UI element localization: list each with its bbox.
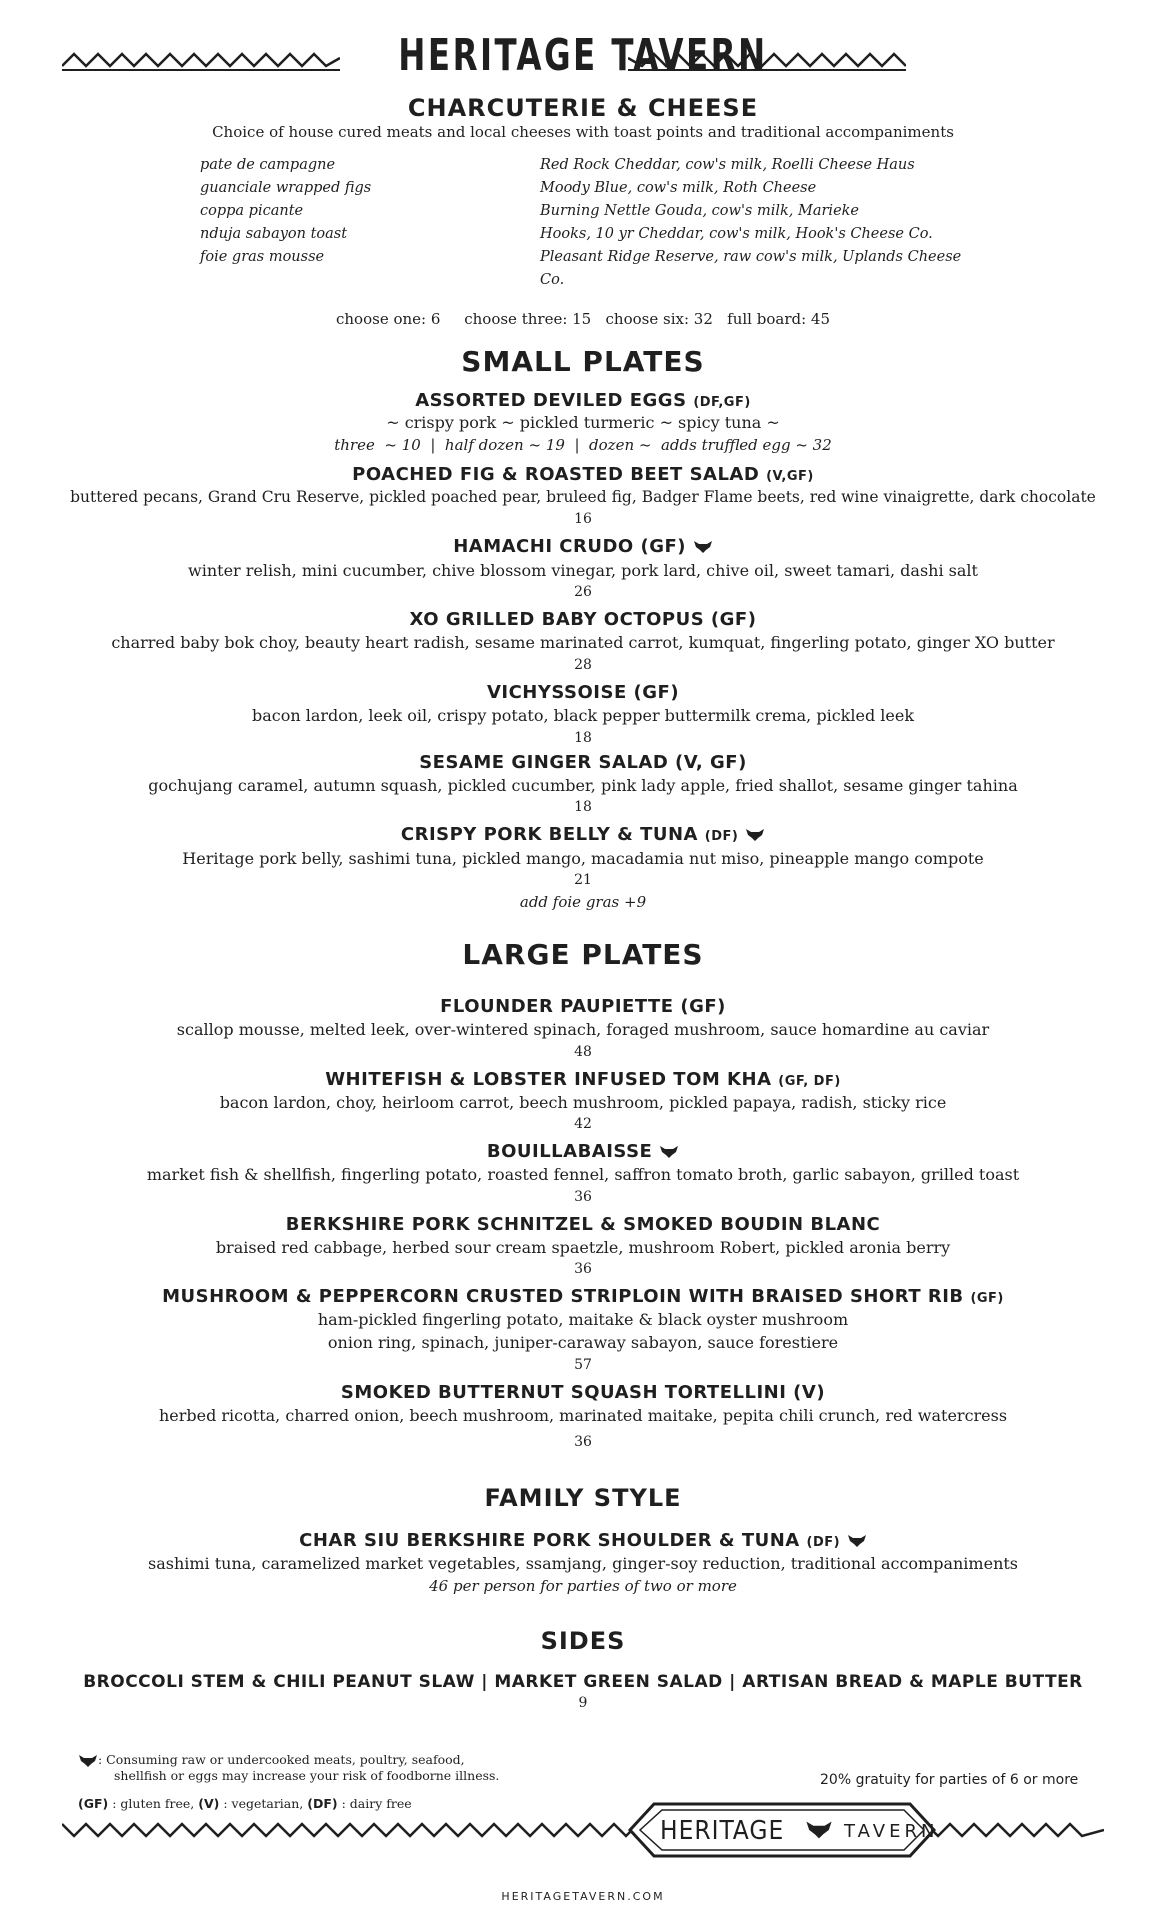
cheese-list (540, 154, 980, 292)
dish-description: charred baby bok choy, beauty heart radish, sesame marinated carrot, kumquat, fingerling potato, ginger XO butter (111, 633, 1055, 652)
list-item: foie gras mousse (200, 249, 325, 265)
dish-description: bacon lardon, choy, heirloom carrot, beech mushroom, pickled papaya, radish, sticky rice (219, 1093, 947, 1112)
fox-head-icon (847, 1534, 867, 1548)
list-item: nduja sabayon toast (200, 226, 348, 242)
footer-logo-frame (62, 1800, 1104, 1860)
dish-pricing-note: 46 per person for parties of two or more (429, 1577, 737, 1595)
fox-head-icon (78, 1754, 98, 1768)
dish-description: braised red cabbage, herbed sour cream spaetzle, mushroom Robert, pickled aronia berry (215, 1238, 951, 1257)
dish-description: ham-pickled fingerling potato, maitake & black oyster mushroom (317, 1310, 849, 1329)
dish-price: 36 (574, 1434, 592, 1450)
fox-head-icon (805, 1820, 833, 1840)
dish-title: MUSHROOM & PEPPERCORN CRUSTED STRIPLOIN WITH BRAISED SHORT RIB (GF) (162, 1286, 1004, 1307)
dish-addon-note: add foie gras +9 (519, 893, 647, 911)
fox-head-icon (745, 828, 765, 842)
dish-price: 21 (574, 872, 592, 888)
footer-logo-tavern: TAVERN (844, 1821, 939, 1842)
small-plates-heading: SMALL PLATES (461, 345, 705, 378)
list-item: Burning Nettle Gouda, cow's milk, Marieke (540, 203, 860, 219)
dish-title: HAMACHI CRUDO (GF) (0, 536, 1166, 557)
large-plates-heading: LARGE PLATES (462, 938, 704, 971)
dish-description: buttered pecans, Grand Cru Reserve, pickled poached pear, bruleed fig, Badger Flame beets, red wine vinaigrette, dark chocolate (70, 488, 1096, 506)
dish-title: SMOKED BUTTERNUT SQUASH TORTELLINI (V) (340, 1382, 826, 1403)
dish-pricing-note: three ~ 10 | half dozen ~ 19 | dozen ~ adds truffled egg ~ 32 (334, 436, 832, 454)
gratuity-note: 20% gratuity for parties of 6 or more (820, 1772, 1079, 1788)
dish-title: ASSORTED DEVILED EGGS (DF,GF) (415, 390, 751, 411)
website-link[interactable]: HERITAGETAVERN.COM (501, 1890, 665, 1903)
dish-price: 18 (574, 730, 592, 746)
list-item: coppa picante (200, 203, 304, 219)
fox-head-icon (693, 540, 713, 554)
footer-logo-heritage: HERITAGE (660, 1816, 785, 1846)
list-item: guanciale wrapped figs (200, 180, 372, 196)
dish-description: herbed ricotta, charred onion, beech mushroom, marinated maitake, pepita chili crunch, red watercress (158, 1406, 1008, 1425)
dish-description: bacon lardon, leek oil, crispy potato, black pepper buttermilk crema, pickled leek (251, 706, 915, 725)
fox-head-icon (659, 1145, 679, 1159)
dish-description: gochujang caramel, autumn squash, pickled cucumber, pink lady apple, fried shallot, sesame ginger tahina (148, 776, 1018, 795)
dish-title: WHITEFISH & LOBSTER INFUSED TOM KHA (GF, DF) (325, 1069, 841, 1090)
dish-title: XO GRILLED BABY OCTOPUS (GF) (409, 609, 757, 630)
dish-title: BOUILLABAISSE (0, 1141, 1166, 1162)
meats-list (200, 154, 460, 269)
dish-price: 57 (574, 1357, 592, 1373)
dish-description: Heritage pork belly, sashimi tuna, pickled mango, macadamia nut miso, pineapple mango compote (182, 849, 984, 868)
page-title: HERITAGE TAVERN (398, 30, 768, 81)
charcuterie-subtitle: Choice of house cured meats and local cheeses with toast points and traditional accompaniments (212, 123, 954, 141)
list-item: Red Rock Cheddar, cow's milk, Roelli Cheese Haus (540, 157, 915, 173)
dish-description: ~ crispy pork ~ pickled turmeric ~ spicy tuna ~ (386, 413, 780, 432)
dish-title: SESAME GINGER SALAD (V, GF) (419, 752, 747, 773)
dish-price: 26 (574, 584, 592, 600)
diet-legend: (GF) : gluten free, (V) : vegetarian, (DF) : dairy free (78, 1796, 412, 1811)
dish-price: 36 (574, 1261, 592, 1277)
list-item: pate de campagne (200, 157, 336, 173)
dish-price: 42 (574, 1116, 592, 1132)
charcuterie-pricing: choose one: 6 choose three: 15 choose six: 32 full board: 45 (336, 310, 830, 328)
dish-title: FLOUNDER PAUPIETTE (GF) (440, 996, 726, 1017)
sides-heading: SIDES (540, 1627, 626, 1655)
family-style-heading: FAMILY STYLE (484, 1484, 682, 1512)
sides-price: 9 (578, 1695, 588, 1711)
list-item: Pleasant Ridge Reserve, raw cow's milk, Uplands Cheese Co. (540, 249, 962, 288)
header-ornament-right (628, 44, 906, 74)
dish-description: scallop mousse, melted leek, over-wintered spinach, foraged mushroom, sauce homardine au caviar (176, 1020, 990, 1039)
dish-title: CRISPY PORK BELLY & TUNA (DF) (0, 824, 1166, 845)
dish-description: market fish & shellfish, fingerling potato, roasted fennel, saffron tomato broth, garlic sabayon, grilled toast (146, 1165, 1020, 1184)
dish-price: 16 (574, 511, 592, 527)
dish-description-line2: onion ring, spinach, juniper-caraway sabayon, sauce forestiere (327, 1333, 839, 1352)
list-item: Moody Blue, cow's milk, Roth Cheese (540, 180, 817, 196)
dish-title: POACHED FIG & ROASTED BEET SALAD (V,GF) (352, 464, 814, 485)
charcuterie-heading: CHARCUTERIE & CHEESE (407, 94, 759, 122)
dish-price: 18 (574, 799, 592, 815)
sides-list: BROCCOLI STEM & CHILI PEANUT SLAW | MARKET GREEN SALAD | ARTISAN BREAD & MAPLE BUTTER (83, 1672, 1083, 1692)
dish-price: 48 (574, 1044, 592, 1060)
dish-price: 28 (574, 657, 592, 673)
dish-title: BERKSHIRE PORK SCHNITZEL & SMOKED BOUDIN BLANC (285, 1214, 881, 1235)
dish-description: winter relish, mini cucumber, chive blossom vinegar, pork lard, chive oil, sweet tamari, dashi salt (188, 561, 978, 580)
raw-warning: : Consuming raw or undercooked meats, poultry, seafood, shellfish or eggs may increase your risk of foodborne illness. (78, 1752, 598, 1783)
dish-price: 36 (574, 1189, 592, 1205)
dish-title: VICHYSSOISE (GF) (486, 682, 680, 703)
dish-description: sashimi tuna, caramelized market vegetables, ssamjang, ginger-soy reduction, traditional accompaniments (147, 1554, 1019, 1573)
list-item: Hooks, 10 yr Cheddar, cow's milk, Hook's Cheese Co. (540, 226, 933, 242)
dish-title: CHAR SIU BERKSHIRE PORK SHOULDER & TUNA (DF) (0, 1530, 1166, 1551)
